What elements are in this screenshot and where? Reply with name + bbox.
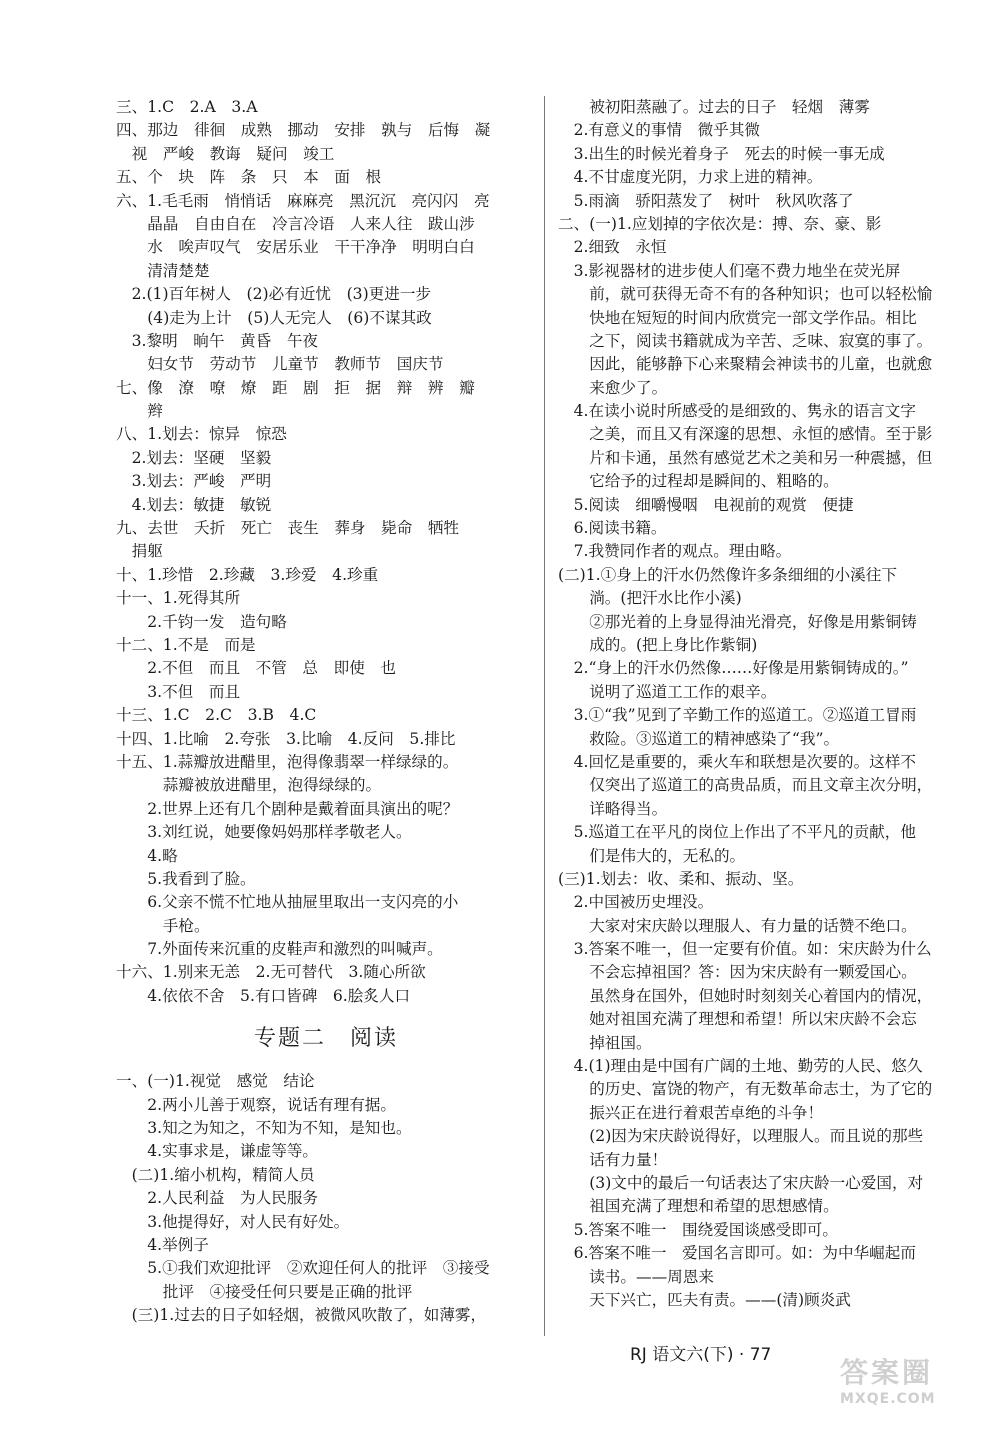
answer-line: 救险。③巡道工的精神感染了“我”。 xyxy=(558,729,840,748)
answer-line: 3.刘红说，她要像妈妈那样孝敬老人。 xyxy=(116,823,412,842)
answer-line: 2.不但 而且 不管 总 即使 也 xyxy=(116,659,396,678)
answer-line: 话有力量！ xyxy=(558,1150,668,1169)
answer-line: (三)1.划去：收、柔和、振动、坚。 xyxy=(558,869,804,888)
answer-line: 批评 ④接受任何只要是正确的批评 xyxy=(116,1282,413,1301)
watermark-logo xyxy=(840,1355,985,1425)
left-bottom-answers xyxy=(116,1070,536,1327)
answer-line: 4.在读小说时所感受的是细致的、隽永的语言文字 xyxy=(558,402,916,421)
left-column xyxy=(116,96,536,1328)
answer-line: 2.千钧一发 造句略 xyxy=(116,612,287,631)
answer-line: 4.依依不舍 5.有口皆碑 6.脍炙人口 xyxy=(116,986,411,1005)
answer-line: ②那光着的上身显得油光滑亮，好像是用紫铜铸 xyxy=(558,612,917,631)
answer-line: 大家对宋庆龄以理服人、有力量的话赞不绝口。 xyxy=(558,916,917,935)
answer-line: 片和卡通，虽然有感觉艺术之美和另一种震撼，但 xyxy=(558,448,933,467)
answer-line: 成的。(把上身比作紫铜) xyxy=(558,635,758,654)
left-top-answers xyxy=(116,96,536,1008)
answer-line: 天下兴亡，匹夫有责。——(清)顾炎武 xyxy=(558,1290,851,1309)
answer-line: 6.父亲不慌不忙地从抽屉里取出一支闪亮的小 xyxy=(116,893,459,912)
answer-line: 4.举例子 xyxy=(116,1235,209,1254)
answer-line: 十、1.珍惜 2.珍藏 3.珍爱 4.珍重 xyxy=(116,565,379,584)
answer-line: 仅突出了巡道工的高贵品质，而且文章主次分明， xyxy=(558,776,933,795)
answer-line: 2.中国被历史埋没。 xyxy=(558,893,714,912)
answer-line: 七、像 潦 嘹 燎 距 剧 拒 据 辩 辨 瓣 xyxy=(116,378,475,397)
answer-line: 五、个 块 阵 条 只 本 面 根 xyxy=(116,168,382,187)
answer-line: 3.出生的时候光着身子 死去的时候一事无成 xyxy=(558,144,885,163)
answer-line: 3.黎明 晌午 黄昏 午夜 xyxy=(116,331,319,350)
answer-line: 来愈少了。 xyxy=(558,378,668,397)
answer-line: 6.答案不唯一 爱国名言即可。如：为中华崛起而 xyxy=(558,1244,916,1263)
answer-line: 2.“身上的汗水仍然像……好像是用紫铜铸成的。” xyxy=(558,659,909,678)
answer-line: 7.外面传来沉重的皮鞋声和激烈的叫喊声。 xyxy=(116,940,443,959)
answer-line: 晶晶 自由自在 冷言冷语 人来人往 跋山涉 xyxy=(116,214,475,233)
answer-line: 3.不但 而且 xyxy=(116,682,241,701)
answer-line: 详略得当。 xyxy=(558,799,668,818)
answer-line: (三)1.过去的日子如轻烟，被微风吹散了，如薄雾， xyxy=(116,1306,487,1325)
answer-line: 2.两小儿善于观察，说话有理有据。 xyxy=(116,1095,396,1114)
answer-line: 她对祖国充满了理想和希望！所以宋庆龄不会忘 xyxy=(558,1010,917,1029)
answer-line: 手枪。 xyxy=(116,916,210,935)
answer-line: 捐躯 xyxy=(116,542,163,561)
answer-line: 5.答案不唯一 围绕爱国谈感受即可。 xyxy=(558,1220,838,1239)
answer-line: 八、1.划去：惊异 惊恐 xyxy=(116,425,287,444)
answer-line: 视 严峻 教诲 疑问 竣工 xyxy=(116,144,335,163)
answer-line: 淌。(把汗水比作小溪) xyxy=(558,589,742,608)
watermark-domain: MXQE.COM xyxy=(840,1391,936,1407)
answer-line: 六、1.毛毛雨 悄悄话 麻麻亮 黑沉沉 亮闪闪 亮 xyxy=(116,191,490,210)
answer-line: 5.雨滴 骄阳蒸发了 树叶 秋风吹落了 xyxy=(558,191,854,210)
answer-line: 4.(1)理由是中国有广阔的土地、勤劳的人民、悠久 xyxy=(558,1057,923,1076)
answer-line: 虽然身在国外，但她时时刻刻关心着国内的情况， xyxy=(558,986,933,1005)
answer-line: 祖国充满了理想和希望的思想感情。 xyxy=(558,1197,839,1216)
answer-line: 4.实事求是，谦虚等等。 xyxy=(116,1142,319,1161)
answer-line: 3.划去：严峻 严明 xyxy=(116,472,272,491)
answer-line: 因此，能够静下心来聚精会神读书的儿童，也就愈 xyxy=(558,355,933,374)
answer-line: 四、那边 徘徊 成熟 挪动 安排 孰与 后悔 凝 xyxy=(116,121,491,140)
answer-line: 5.我看到了脸。 xyxy=(116,869,256,888)
answer-line: 3.影视器材的进步使人们毫不费力地坐在荧光屏 xyxy=(558,261,901,280)
answer-line: 2.细致 永恒 xyxy=(558,238,667,257)
answer-line: 7.我赞同作者的观点。理由略。 xyxy=(558,542,792,561)
answer-line: 掉祖国。 xyxy=(558,1033,652,1052)
answer-line: 九、去世 夭折 死亡 丧生 葬身 毙命 牺牲 xyxy=(116,519,460,538)
answer-line: 5.①我们欢迎批评 ②欢迎任何人的批评 ③接受 xyxy=(116,1259,490,1278)
answer-line: 十五、1.蒜瓣放进醋里，泡得像翡翠一样绿绿的。 xyxy=(116,752,459,771)
answer-line: 十三、1.C 2.C 3.B 4.C xyxy=(116,706,317,725)
answer-line: 们是伟大的，无私的。 xyxy=(558,846,746,865)
answer-line: 5.巡道工在平凡的岗位上作出了不平凡的贡献，他 xyxy=(558,823,916,842)
answer-line: 读书。——周恩来 xyxy=(558,1267,714,1286)
answer-line: 4.略 xyxy=(116,846,178,865)
section-title: 专题二 阅读 xyxy=(253,1026,398,1052)
answer-line: 一、(一)1.视觉 感觉 结论 xyxy=(116,1072,315,1091)
answer-line: 被初阳蒸融了。过去的日子 轻烟 薄雾 xyxy=(558,98,870,116)
answer-line: 2.(1)百年树人 (2)必有近忧 (3)更进一步 xyxy=(116,285,432,304)
answer-line: 2.划去：坚硬 坚毅 xyxy=(116,448,272,467)
answer-line: (3)文中的最后一句话表达了宋庆龄一心爱国，对 xyxy=(558,1173,924,1192)
answer-line: 前，就可获得无奇不有的各种知识；也可以轻松愉 xyxy=(558,285,933,304)
answer-line: 4.回忆是重要的，乘火车和联想是次要的。这样不 xyxy=(558,752,916,771)
answer-line: (2)因为宋庆龄说得好，以理服人。而且说的那些 xyxy=(558,1127,924,1146)
answer-line: 它给予的过程却是瞬间的、粗略的。 xyxy=(558,472,839,491)
answer-line: (二)1.缩小机构，精简人员 xyxy=(116,1165,315,1184)
answer-line: (二)1.①身上的汗水仍然像许多条细细的小溪往下 xyxy=(558,565,897,584)
column-divider xyxy=(544,96,545,1336)
answer-line: 之美，而且又有深邃的思想、永恒的感情。至于影 xyxy=(558,425,933,444)
answer-line: 二、(一)1.应划掉的字依次是：搏、奈、豪、影 xyxy=(558,214,882,233)
answer-line: 的历史、富饶的物产，有无数革命志士，为了它的 xyxy=(558,1080,933,1099)
answer-line: 十一、1.死得其所 xyxy=(116,589,241,608)
answer-line: 水 唉声叹气 安居乐业 干干净净 明明白白 xyxy=(116,238,475,257)
answer-line: 快地在短短的时间内欣赏完一部文学作品。相比 xyxy=(558,308,917,327)
answer-line: 清清楚楚 xyxy=(116,261,210,280)
answer-line: 十二、1.不是 而是 xyxy=(116,635,256,654)
page-footer: RJ 语文六(下) · 77 xyxy=(630,1345,772,1365)
answer-line: 妇女节 劳动节 儿童节 教师节 国庆节 xyxy=(116,355,444,374)
right-column xyxy=(558,96,998,1312)
answer-line: 6.阅读书籍。 xyxy=(558,519,667,538)
answer-line: 2.有意义的事情 微乎其微 xyxy=(558,121,761,140)
answer-line: 说明了巡道工工作的艰辛。 xyxy=(558,682,777,701)
answer-line: 辫 xyxy=(116,402,163,421)
answer-line: 5.阅读 细嚼慢咽 电视前的观赏 便捷 xyxy=(558,495,854,514)
answer-line: 4.不甘虚度光阴，力求上进的精神。 xyxy=(558,168,823,187)
answer-line: 2.世界上还有几个剧种是戴着面具演出的呢？ xyxy=(116,799,459,818)
answer-line: 3.他提得好，对人民有好处。 xyxy=(116,1212,350,1231)
answer-line: 三、1.C 2.A 3.A xyxy=(116,98,258,116)
answer-line: 4.划去：敏捷 敏锐 xyxy=(116,495,272,514)
answer-line: 3.答案不唯一，但一定要有价值。如：宋庆龄为什么 xyxy=(558,940,932,959)
answer-line: 振兴正在进行着艰苦卓绝的斗争！ xyxy=(558,1103,824,1122)
answer-line: 不会忘掉祖国？答：因为宋庆龄有一颗爱国心。 xyxy=(558,963,917,982)
answer-line: 2.人民利益 为人民服务 xyxy=(116,1189,319,1208)
answer-line: 十四、1.比喻 2.夸张 3.比喻 4.反问 5.排比 xyxy=(116,729,456,748)
answer-line: 蒜瓣被放进醋里，泡得绿绿的。 xyxy=(116,776,382,795)
answer-line: 之下，阅读书籍就成为辛苦、乏味、寂寞的事了。 xyxy=(558,331,933,350)
answer-line: 3.①“我”见到了辛勤工作的巡道工。②巡道工冒雨 xyxy=(558,706,917,725)
answer-line: 3.知之为知之，不知为不知，是知也。 xyxy=(116,1119,412,1138)
answer-line: 十六、1.别来无恙 2.无可替代 3.随心所欲 xyxy=(116,963,426,982)
answer-line: (4)走为上计 (5)人无完人 (6)不谋其政 xyxy=(116,308,432,327)
right-answers xyxy=(558,96,998,1312)
watermark-text: 答案圈 xyxy=(840,1356,934,1389)
